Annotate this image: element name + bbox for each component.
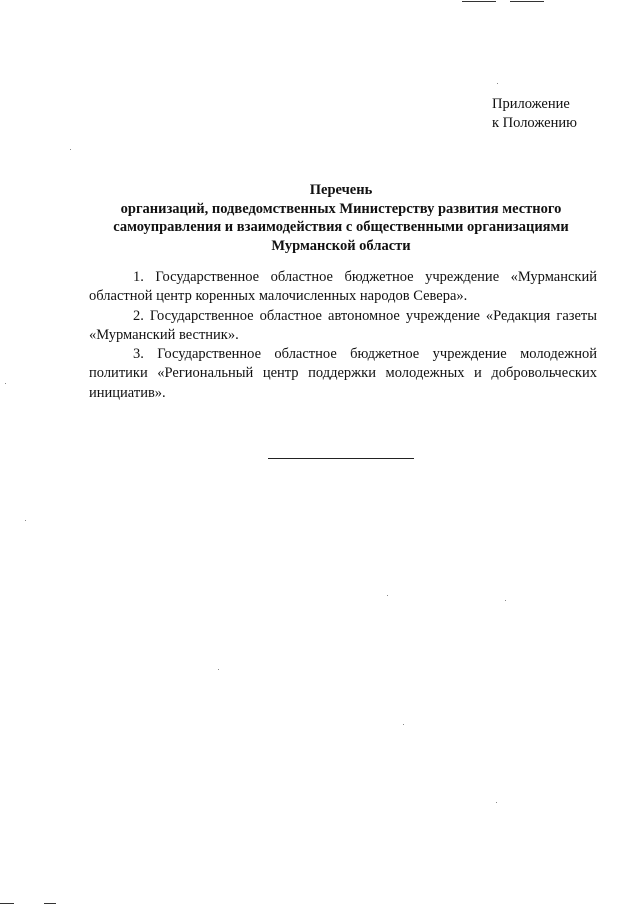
closing-separator-line bbox=[268, 458, 414, 459]
appendix-reference bbox=[492, 95, 577, 133]
title-heading: Перечень bbox=[309, 182, 373, 198]
scan-edge-mark-top-left bbox=[462, 1, 496, 2]
appendix-line-1: Приложение bbox=[492, 96, 570, 112]
scan-speck bbox=[5, 383, 6, 384]
organization-list bbox=[89, 268, 597, 403]
appendix-line-2: к Положению bbox=[492, 115, 577, 131]
scan-edge-mark-top-right bbox=[510, 1, 544, 2]
scan-speck bbox=[25, 520, 26, 521]
scan-edge-mark-bottom-mid bbox=[44, 903, 56, 904]
title-line-1: организаций, подведомственных Министерству развития местного bbox=[120, 200, 562, 217]
scan-speck bbox=[218, 669, 219, 670]
list-item: 2. Государственное областное автономное учреждение «Редакция газеты «Мурманский вестник». bbox=[89, 307, 597, 343]
scan-speck bbox=[403, 724, 404, 725]
title-line-3: Мурманской области bbox=[271, 237, 411, 254]
list-item: 1. Государственное областное бюджетное учреждение «Мурманский областной центр коренных малочисленных народов Севера». bbox=[89, 269, 597, 305]
scan-speck bbox=[387, 595, 388, 596]
list-item: 3. Государственное областное бюджетное учреждение молодежной политики «Региональный центр поддержки молодежных и добровольческих инициатив». bbox=[89, 346, 597, 401]
scan-speck bbox=[70, 149, 71, 150]
title-line-2: самоуправления и взаимодействия с общественными организациями bbox=[113, 219, 569, 236]
scan-edge-mark-bottom-left bbox=[0, 903, 14, 904]
document-title bbox=[96, 181, 586, 255]
scan-speck bbox=[505, 600, 506, 601]
scan-speck bbox=[496, 802, 497, 803]
scan-speck bbox=[497, 83, 498, 84]
